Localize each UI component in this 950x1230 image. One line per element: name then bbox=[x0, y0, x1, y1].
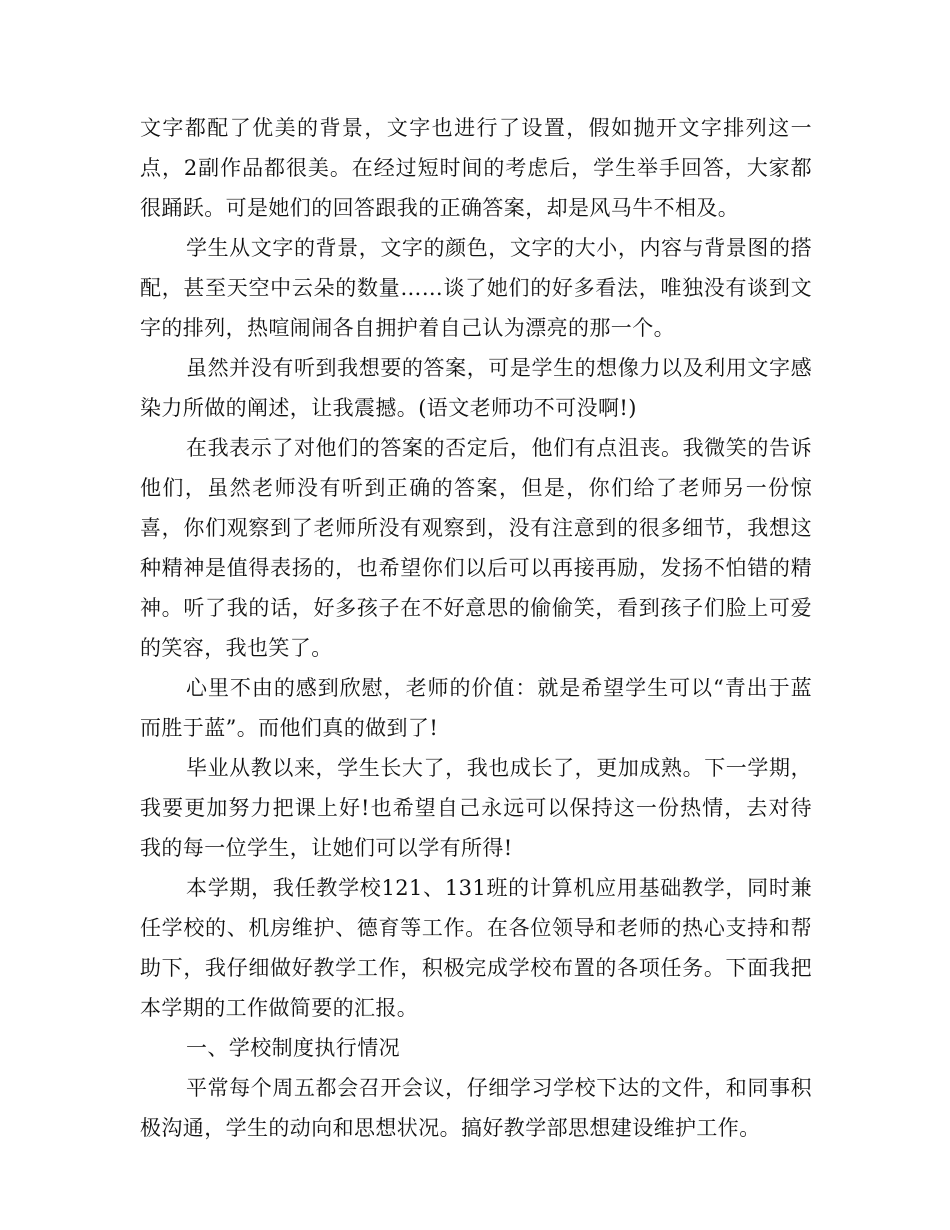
paragraph-2: 学生从文字的背景，文字的颜色，文字的大小，内容与背景图的搭配，甚至天空中云朵的数量……谈了她们的好多看法，唯独没有谈到文字的排列，热喧闹闹各自拥护着自己认为漂亮的那一个。 bbox=[140, 236, 812, 340]
paragraph-4: 在我表示了对他们的答案的否定后，他们有点沮丧。我微笑的告诉他们，虽然老师没有听到正确的答案，但是，你们给了老师另一份惊喜，你们观察到了老师所没有观察到，没有注意到的很多细节，我想这种精神是值得表扬的，也希望你们以后可以再接再励，发扬不怕错的精神。听了我的话，好多孩子在不好意思的偷偷笑，看到孩子们脸上可爱的笑容，我也笑了。 bbox=[140, 436, 812, 660]
document-body bbox=[140, 108, 812, 1148]
paragraph-5: 心里不由的感到欣慰，老师的价值：就是希望学生可以“青出于蓝而胜于蓝”。而他们真的做到了! bbox=[140, 676, 812, 740]
paragraph-8: 平常每个周五都会召开会议，仔细学习学校下达的文件，和同事积极沟通，学生的动向和思想状况。搞好教学部思想建设维护工作。 bbox=[140, 1076, 812, 1140]
paragraph-6: 毕业从教以来，学生长大了，我也成长了，更加成熟。下一学期，我要更加努力把课上好!也希望自己永远可以保持这一份热情，去对待我的每一位学生，让她们可以学有所得! bbox=[140, 756, 812, 860]
section-heading: 一、学校制度执行情况 bbox=[186, 1036, 400, 1060]
paragraph-1: 文字都配了优美的背景，文字也进行了设置，假如抛开文字排列这一点，2副作品都很美。在经过短时间的考虑后，学生举手回答，大家都很踊跃。可是她们的回答跟我的正确答案，却是风马牛不相及。 bbox=[140, 116, 812, 220]
paragraph-7: 本学期，我任教学校121、131班的计算机应用基础教学，同时兼任学校的、机房维护、德育等工作。在各位领导和老师的热心支持和帮助下，我仔细做好教学工作，积极完成学校布置的各项任务。下面我把本学期的工作做简要的汇报。 bbox=[140, 876, 812, 1020]
paragraph-3: 虽然并没有听到我想要的答案，可是学生的想像力以及利用文字感染力所做的阐述，让我震撼。(语文老师功不可没啊!) bbox=[140, 356, 812, 420]
